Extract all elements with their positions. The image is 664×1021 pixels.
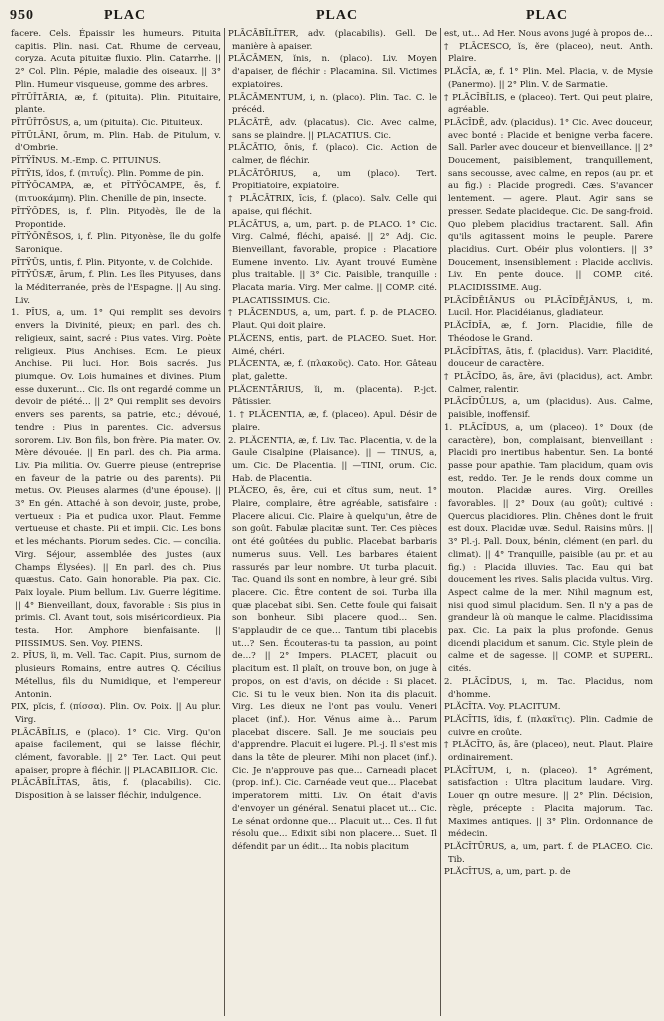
dictionary-entry: † PLĀCĬDO, ās, āre, āvi (placidus), act. Ambr. Calmer, ralentir. bbox=[444, 371, 653, 395]
dictionary-entry: PLĀCĀTŌRIUS, a, um (placo). Tert. Propitiatoire, expiatoire. bbox=[228, 168, 437, 192]
dictionary-entry: PLĂCENS, entis, part. de PLACEO. Suet. Hor. Aimé, chéri. bbox=[228, 333, 437, 357]
dictionary-entry: PLĀCĬDĬTAS, ātis, f. (placidus). Varr. Placidité, douceur de caractère. bbox=[444, 346, 653, 370]
dictionary-entry: PLĂCEO, ēs, ēre, cui et cĭtus sum, neut. 1° Plaire, complaire, être agréable, satisfaire : Placere alicui. Cic. Plaire à quelqu'un, être de son goût. Fabulæ placitæ sunt. Ter. Ces pièces ont été goûtées du public. Placebat barbaris numerus suus. Vell. Les barbares étaient rassurés par leur nombre. Ut turba placuit. Tac. Quand ils sont en nombre, à leur gré. Sibi placere. Cic. Être content de soi. Turba illa quæ placebat sibi. Sen. Cette foule qui faisait son bonheur. Sibi placere quod… Sen. S'applaudir de ce que… Tantum tibi placebis ut…? Sen. Écouteras-tu ta passion, au point de…? || 2° Impers. PLACET, placuit ou placitum est. Il plaît, on trouve bon, on juge à propos, on est d'avis, on décide : Si placet. Cic. Si tu le veux bien. Non ita dis placuit. Virg. Les dieux ne l'ont pas voulu. Veneri placet (inf.). Hor. Vénus aime à… Parum placebat discere. Sall. Je me souciais peu d'apprendre. Placuit ei lugere. Pl.-j. Il s'est mis dans la tête de pleurer. Mihi non placet (inf.). Cic. Je n'approuve pas que… Carneadi placet (prop. inf.). Cic. Carnéade veut que… Placebat imperatorem mitti. Liv. On était d'avis d'envoyer un général. Senatui placet ut… Cic. Le sénat ordonne que… Placuit ut… Ces. Il fut résolu que… Edixit sibi non placere… Suet. Il défendit par un édit… Ita nobis placitum bbox=[228, 486, 437, 852]
page-header bbox=[8, 6, 656, 28]
dictionary-entry: PLĂCENTA, æ, f. (πλακοῦς). Cato. Hor. Gâteau plat, galette. bbox=[228, 359, 437, 382]
dictionary-entry: † PLĂCĬTO, ās, āre (placeo), neut. Plaut. Plaire ordinairement. bbox=[444, 740, 653, 764]
running-head-left: PLAC bbox=[104, 8, 147, 23]
dictionary-entry: PLĀCĬDŬLUS, a, um (placidus). Aus. Calme, paisible, inoffensif. bbox=[444, 397, 653, 421]
dictionary-entry: PĬTŸŎCAMPA, æ, et PĬTŸŎCAMPE, ēs, f. (πιτυοκάμπη). Plin. Chenille de pin, insecte. bbox=[11, 181, 221, 205]
dictionary-entry: PLĀCĀBĬLĬTER, adv. (placabilis). Gell. De manière à apaiser. bbox=[228, 29, 437, 52]
dictionary-entry: PĬTŸŪS, untis, f. Plin. Pityonte, v. de Colchide. bbox=[11, 257, 213, 268]
dictionary-entry: 1. PĬUS, a, um. 1° Qui remplit ses devoirs envers la Divinité, pieux; en parl. des ch. religieux, saint, sacré : Pius vates. Virg. Poète religieux. Pius Anchises. Ecm. Le pieux Anchise. Pii luci. Hor. Bois sacrés. Jus piumque. Ov. Lois humaines et divines. Pium esse duxerunt… Cic. Ils ont regardé comme un devoir de piété… || 2° Qui remplit ses devoirs envers ses parents, sa patrie, etc.; dévoué, tendre : Pius in parentes. Cic. adversus sororem. Liv. Bon fils, bon frère. Pia mater. Ov. Mère dévouée. || En parl. des ch. Pia arma. Liv. Pia militia. Ov. Guerre pieuse (entreprise en faveur de la patrie ou des parents). Pii metus. Ov. Pieuses alarmes (d'une épouse). || 3° En gén. Attaché à son devoir, juste, probe, vertueux : Pia et pudica uxor. Plaut. Femme vertueuse et chaste. Pii et impii. Cic. Les bons et les méchants. Piorum sedes. Cic. — concilia. Virg. Séjour, assemblée des justes (aux Champs Élysées). || En parl. des ch. Pius quæstus. Cato. Gain honorable. Pia pax. Cic. Paix loyale. Pium bellum. Liv. Guerre légitime. || 4° Bienveillant, doux, favorable : Sis pius in primis. Cl. Avant tout, sois miséricordieux. Pia testa. Hor. Amphore bienfaisante. || PIISSIMUS. Sen. Voy. PIENS. bbox=[11, 308, 221, 649]
dictionary-entry: PLĂCĬTUM, i, n. (placeo). 1° Agrément, satisfaction : Ultra placitum laudare. Virg. Louer qn outre mesure. || 2° Plin. Décision, règle, précepte : Placita majorum. Tac. Maximes antiques. || 3° Plin. Ordonnance de médecin. bbox=[444, 765, 653, 840]
dictionary-entry: facere. Cels. Épaissir les humeurs. Pituita capitis. Plin. nasi. Cat. Rhume de cerveau, coryza. Acuta pituitæ fluxio. Plin. Catarrhe. || 2° Col. Plin. Pépie, maladie des oiseaux. || 3° Plin. Humeur visqueuse, gomme des arbres. bbox=[11, 29, 221, 90]
column-middle bbox=[224, 28, 440, 1016]
dictionary-entry: 1. † PLĂCENTIA, æ, f. (placeo). Apul. Désir de plaire. bbox=[228, 410, 437, 433]
dictionary-entry: PLĀCĀBĬLIS, e (placo). 1° Cic. Virg. Qu'on apaise facilement, qui se laisse fléchir, clément, favorable. || 2° Ter. Lact. Qui peut apaiser, propre à fléchir. || PLACABILIOR. Cic. bbox=[11, 727, 221, 776]
dictionary-entry: PĪTŬĪTŌSUS, a, um (pituita). Cic. Pituiteux. bbox=[11, 117, 203, 128]
running-head-right: PLAC bbox=[526, 8, 569, 23]
dictionary-entry: † PLĀCESCO, ĭs, ĕre (placeo), neut. Anth. Plaire. bbox=[444, 41, 653, 65]
dictionary-entry: PLĀCĀBĬLĬTAS, ātis, f. (placabilis). Cic. Disposition à se laisser fléchir, indulgence. bbox=[11, 778, 221, 802]
dictionary-entry: est, ut… Ad Her. Nous avons jugé à propos de… bbox=[444, 29, 653, 39]
dictionary-entry: † PLĀCENDUS, a, um, part. f. p. de PLACEO. Plaut. Qui doit plaire. bbox=[228, 308, 437, 332]
dictionary-entry: 1. PLĀCĬDUS, a, um (placeo). 1° Doux (de caractère), bon, complaisant, bienveillant : Placidi pro inertibus habentur. Sen. La bonté passe pour apathie. Tam placidum, quam ovis est, reddo. Ter. Je le rends doux comme un mouton. Placidæ aures. Virg. Oreilles favorables. || 2° Doux (au goût); cultivé : Quercus placidiores. Plin. Chênes dont le fruit est doux. Placidæ uvæ. Sedul. Raisins mûrs. || 3° Pl.-j. Pall. Doux, bénin, clément (en parl. du climat). || 4° Tranquille, paisible (au pr. et au fig.) : Placida illuvies. Tac. Eau qui bat doucement les rives. Salis placida vultus. Virg. Aspect calme de la mer. Nihil magnum est, nisi quod simul placidum. Sen. Il n'y a pas de grandeur là où manque le calme. Placidissima pax. Cic. La paix la plus profonde. Genus dicendi placidum et sanum. Cic. Style plein de calme et de sagesse. || COMP. et SUPERL. cités. bbox=[444, 422, 653, 675]
dictionary-entry: PĪTŬĪTĀRIA, æ, f. (pituita). Plin. Pituitaire, plante. bbox=[11, 92, 221, 116]
dictionary-entry: PLĂCĬTŪRUS, a, um, part. f. de PLACEO. Cic. Tib. bbox=[444, 842, 653, 865]
dictionary-entry: PLĂCĬTUS, a, um, part. p. de bbox=[444, 867, 571, 878]
dictionary-entry: 2. PĬUS, ĭi, m. Vell. Tac. Capit. Pius, surnom de plusieurs Romains, entre autres Q. Cécilius Métellus, fils du Numidique, et l'empereur Antonin. bbox=[11, 651, 221, 700]
dictionary-entry: PĬTŬLĀNI, ōrum, m. Plin. Hab. de Pitulum, v. d'Ombrie. bbox=[11, 130, 221, 154]
dictionary-entry: PĬTŸŪSÆ, ārum, f. Plin. Les îles Pityuses, dans la Méditerranée, près de l'Espagne. || Au sing. Liv. bbox=[11, 270, 221, 306]
dictionary-entry: PĬTŸĪNUS. M.-Emp. C. PITUINUS. bbox=[11, 156, 161, 167]
column-left bbox=[8, 28, 224, 1016]
dictionary-entry: PLĀCĬDĒIĀNUS ou PLĀCĬDĒJĀNUS, i, m. Lucil. Hor. Placidéianus, gladiateur. bbox=[444, 295, 653, 319]
dictionary-entry: PĬTŸIS, ĭdos, f. (πιτυΐς). Plin. Pomme de pin. bbox=[11, 168, 204, 179]
dictionary-entry: PĬTŸŎDES, is, f. Plin. Pityodès, île de la Propontide. bbox=[11, 206, 221, 230]
dictionary-entry: PLĀCĬDĒ, adv. (placidus). 1° Cic. Avec douceur, avec bonté : Placide et benigne verba facere. Sall. Parler avec douceur et bienveillance. || 2° Doucement, paisiblement, tranquillement, sans secousse, avec calme, en repos (au pr. et au fig.) : Placide progredi. Cæs. S'avancer lentement. — agere. Plaut. Agir sans se presser. Sedate placideque. Cic. De sang-froid. Quo plebem placidius tractarent. Sall. Afin qu'ils agitassent moins le peuple. Parere placidius. Curt. Obéir plus volontiers. || 3° Doucement, insensiblement : Placide acclivis. Liv. En pente douce. || COMP. cité. PLACIDISSIME. Aug. bbox=[444, 117, 653, 294]
dictionary-entry: PLĂCĬA, æ, f. 1° Plin. Mel. Placia, v. de Mysie (Panermo). || 2° Plin. V. de Sarmatie. bbox=[444, 67, 653, 90]
dictionary-entry: PLĂCĬTA. Voy. PLACITUM. bbox=[444, 702, 561, 713]
dictionary-entry: PLĀCĀTĒ, adv. (placatus). Cic. Avec calme, sans se plaindre. || PLACATIUS. Cic. bbox=[228, 117, 437, 141]
dictionary-entry: PIX, pĭcis, f. (πίσσα). Plin. Ov. Poix. || Au plur. Virg. bbox=[11, 702, 221, 725]
dictionary-entry: † PLĀCĀTRIX, īcis, f. (placo). Salv. Celle qui apaise, qui fléchit. bbox=[228, 194, 437, 217]
dictionary-entry: PĬTŸŎNĒSOS, i, f. Plin. Pityonèse, île du golfe Saronique. bbox=[11, 232, 221, 255]
running-head-center: PLAC bbox=[316, 8, 359, 23]
dictionary-entry: PLĂCĬTIS, ĭdis, f. (πλακῖτις). Plin. Cadmie de cuivre en croûte. bbox=[444, 714, 653, 738]
dictionary-entry: PLĀCĀTUS, a, um, part. p. de PLACO. 1° Cic. Virg. Calmé, fléchi, apaisé. || 2° Adj. Cic. Bienveillant, favorable, propice : Placatiore Eumene invento. Liv. Ayant trouvé Eumène plus traitable. || 3° Cic. Paisible, tranquille : Placata maria. Virg. Mer calme. || COMP. cité. PLACATISSIMUS. Cic. bbox=[228, 219, 437, 306]
text-columns bbox=[8, 28, 656, 1016]
dictionary-entry: 2. PLĀCĬDUS, i, m. Tac. Placidus, nom d'homme. bbox=[444, 676, 653, 700]
column-right bbox=[440, 28, 656, 1016]
dictionary-entry: PLĂCENTĀRIUS, ĭi, m. (placenta). P.-jct. Pâtissier. bbox=[228, 384, 437, 408]
dictionary-entry: PLĀCĀTIO, ōnis, f. (placo). Cic. Action de calmer, de fléchir. bbox=[228, 143, 437, 167]
page-number: 950 bbox=[10, 8, 34, 23]
dictionary-entry: † PLĀCĬBĬLIS, e (placeo). Tert. Qui peut plaire, agréable. bbox=[444, 92, 653, 116]
dictionary-entry: PLĀCĀMENTUM, i, n. (placo). Plin. Tac. C. le précéd. bbox=[228, 92, 437, 116]
dictionary-entry: PLĂCĬDĬA, æ, f. Jorn. Placidie, fille de Théodose le Grand. bbox=[444, 321, 653, 344]
dictionary-entry: 2. PLĂCENTIA, æ, f. Liv. Tac. Placentia, v. de la Gaule Cisalpine (Plaisance). || — TINUS, a, um. Cic. De Placentia. || —TINI, orum. Cic. Hab. de Placentia. bbox=[228, 435, 437, 484]
dictionary-entry: PLĀCĀMEN, ĭnis, n. (placo). Liv. Moyen d'apaiser, de fléchir : Placamina. Sil. Victimes expiatoires. bbox=[228, 54, 437, 90]
